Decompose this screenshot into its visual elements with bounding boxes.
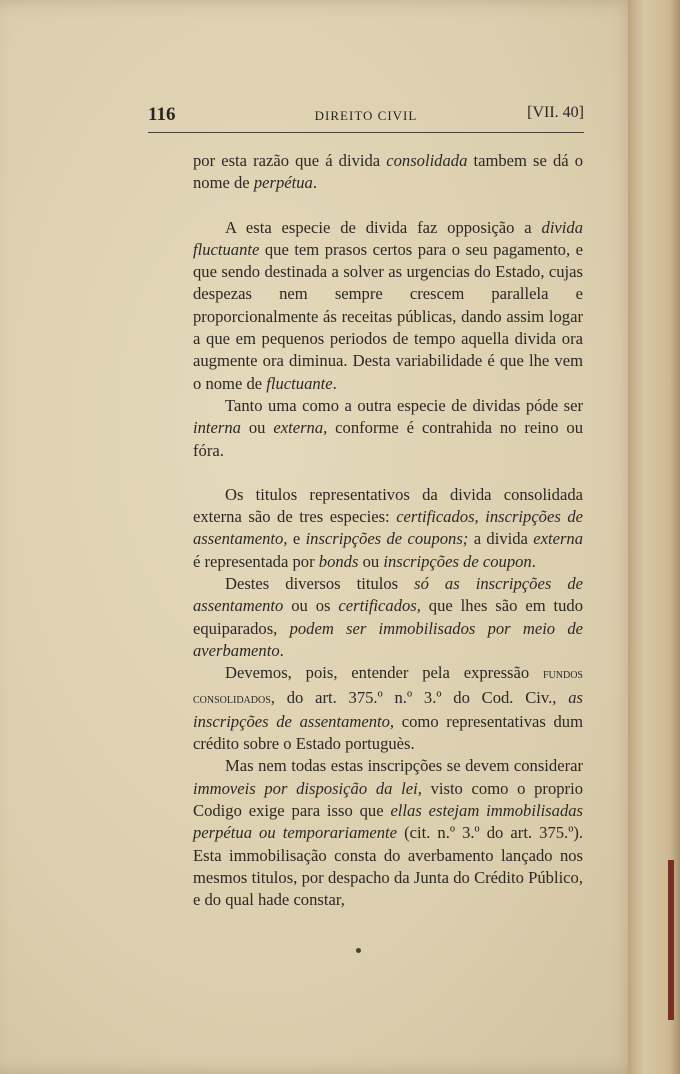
paragraph: por esta razão que á divida consolidada tambem se dá o nome de perpétua.: [193, 151, 584, 193]
body-text: [193, 150, 583, 912]
page-number: 116: [148, 104, 176, 125]
paragraph: Mas nem todas estas inscripções se devem considerar immoveis por disposição da lei, visto como o proprio Codigo exige para isso que ellas estejam immobilisadas perpétua ou temporariamente (cit. n.º 3.º do art. 375.º). Esta immobilisação consta do averbamento lançado nos mesmos titulos, por despacho da Junta do Crédito Público, e do qual hade constar,: [193, 756, 584, 910]
section-reference: [VII. 40]: [527, 104, 584, 121]
ink-spot: [356, 948, 361, 953]
running-header: [148, 102, 584, 133]
paragraph: Os titulos representativos da divida consolidada externa são de tres especies: certificados, inscripções de assentamento, e inscripções de coupons; a divida externa é representada por bonds ou inscripções de coupon.: [193, 484, 584, 571]
paragraph: Devemos, pois, entender pela expressão fundos consolidados, do art. 375.º n.º 3.º do Cod. Civ., as inscripções de assentamento, como representativas dum crédito sobre o Estado portuguès.: [193, 663, 583, 754]
paragraph: Destes diversos titulos só as inscripções de assentamento ou os certificados, que lhes são em tudo equiparados, podem ser immobilisados por meio de averbamento.: [193, 574, 583, 660]
running-title: DIREITO CIVIL: [314, 108, 418, 123]
paragraph: Tanto uma como a outra especie de dividas póde ser interna ou externa, conforme é contrahida no reino ou fóra.: [193, 395, 583, 460]
binding-edge: [668, 860, 674, 1020]
paragraph: A esta especie de divida faz opposição a divida fluctuante que tem prasos certos para o seu pagamento, e que sendo destinada a solver as urgencias do Estado, cujas despezas nem sempre crescem parallela e proporcionalmente ás receitas públicas, dando assim logar a que em pequenos periodos de tempo aquella divida ora augmente ora diminua. Desta variabilidade é que lhe vem o nome de fluctuante.: [193, 217, 583, 393]
